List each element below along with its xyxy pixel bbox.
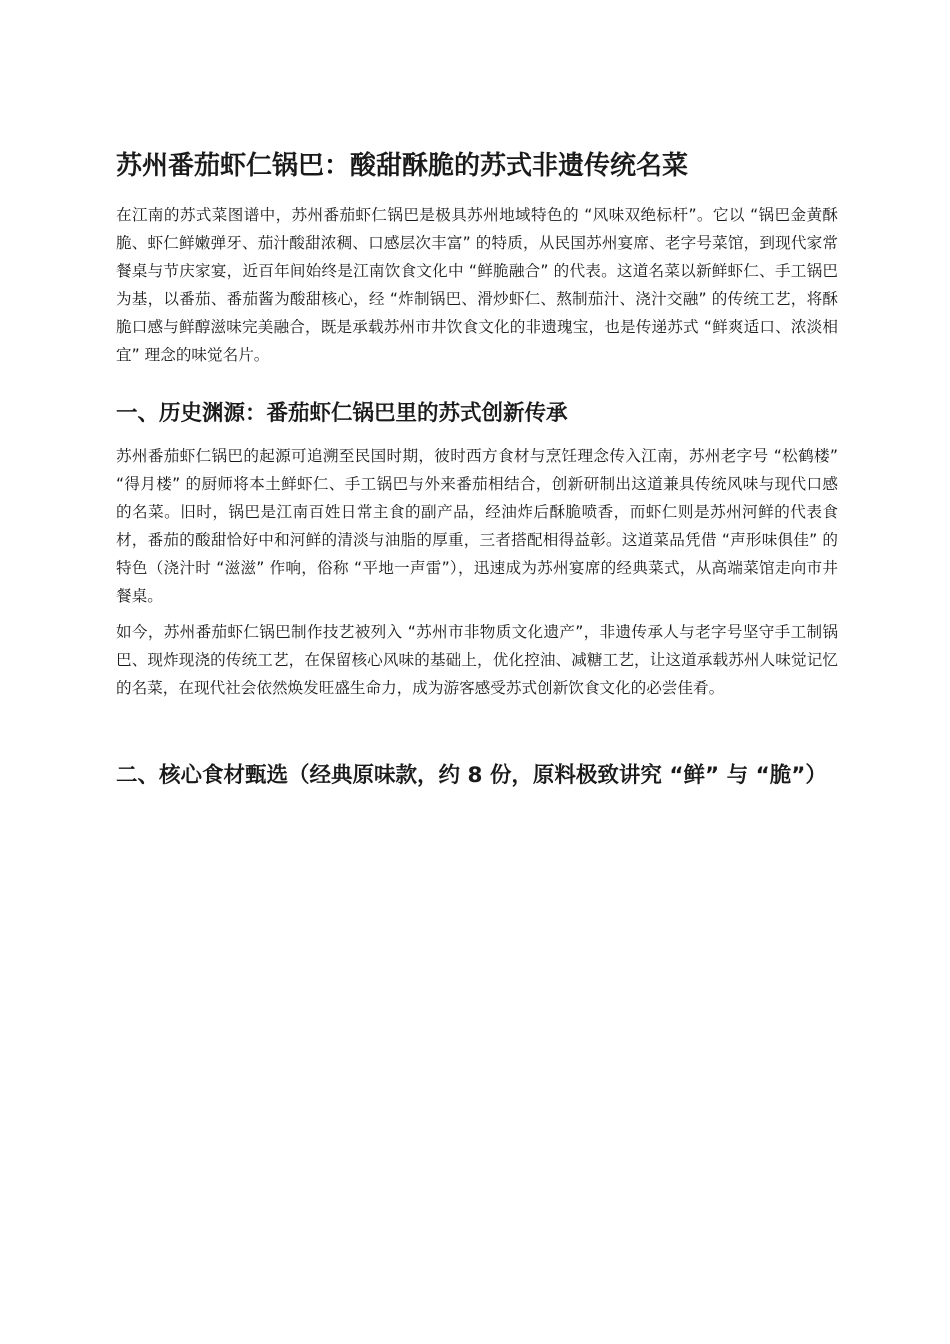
section-heading-history: 一、历史渊源：番茄虾仁锅巴里的苏式创新传承 (116, 401, 568, 426)
history-paragraph-2: 如今，苏州番茄虾仁锅巴制作技艺被列入 “苏州市非物质文化遗产”，非遗传承人与老字号坚守手工制锅巴、现炸现浇的传统工艺，在保留核心风味的基础上，优化控油、减糖工艺，让这道承载苏州人味觉记忆的名菜，在现代社会依然焕发旺盛生命力，成为游客感受苏式创新饮食文化的必尝佳肴。 (116, 623, 838, 697)
intro-paragraph: 在江南的苏式菜图谱中，苏州番茄虾仁锅巴是极具苏州地域特色的 “风味双绝标杆”。它以 “锅巴金黄酥脆、虾仁鲜嫩弹牙、茄汁酸甜浓稠、口感层次丰富” 的特质，从民国苏州宴席、老字号菜馆，到现代家常餐桌与节庆家宴，近百年间始终是江南饮食文化中 “鲜脆融合” 的代表。这道名菜以新鲜虾仁、手工锅巴为基，以番茄、番茄酱为酸甜核心，经 “炸制锅巴、滑炒虾仁、熬制茄汁、浇汁交融” 的传统工艺，将酥脆口感与鲜醇滋味完美融合，既是承载苏州市井饮食文化的非遗瑰宝，也是传递苏式 “鲜爽适口、浓淡相宜” 理念的味觉名片。 (116, 206, 838, 364)
section-heading-ingredients: 二、核心食材甄选（经典原味款，约 8 份，原料极致讲究 “鲜” 与 “脆”） (116, 763, 827, 788)
page-title: 苏州番茄虾仁锅巴：酸甜酥脆的苏式非遗传统名菜 (116, 151, 689, 181)
history-paragraph-1: 苏州番茄虾仁锅巴的起源可追溯至民国时期，彼时西方食材与烹饪理念传入江南，苏州老字号 “松鹤楼” “得月楼” 的厨师将本土鲜虾仁、手工锅巴与外来番茄相结合，创新研制出这道兼具传统风味与现代口感的名菜。旧时，锅巴是江南百姓日常主食的副产品，经油炸后酥脆喷香，而虾仁则是苏州河鲜的代表食材，番茄的酸甜恰好中和河鲜的清淡与油脂的厚重，三者搭配相得益彰。这道菜品凭借 “声形味俱佳” 的特色（浇汁时 “滋滋” 作响，俗称 “平地一声雷”），迅速成为苏州宴席的经典菜式，从高端菜馆走向市井餐桌。 (116, 447, 838, 605)
